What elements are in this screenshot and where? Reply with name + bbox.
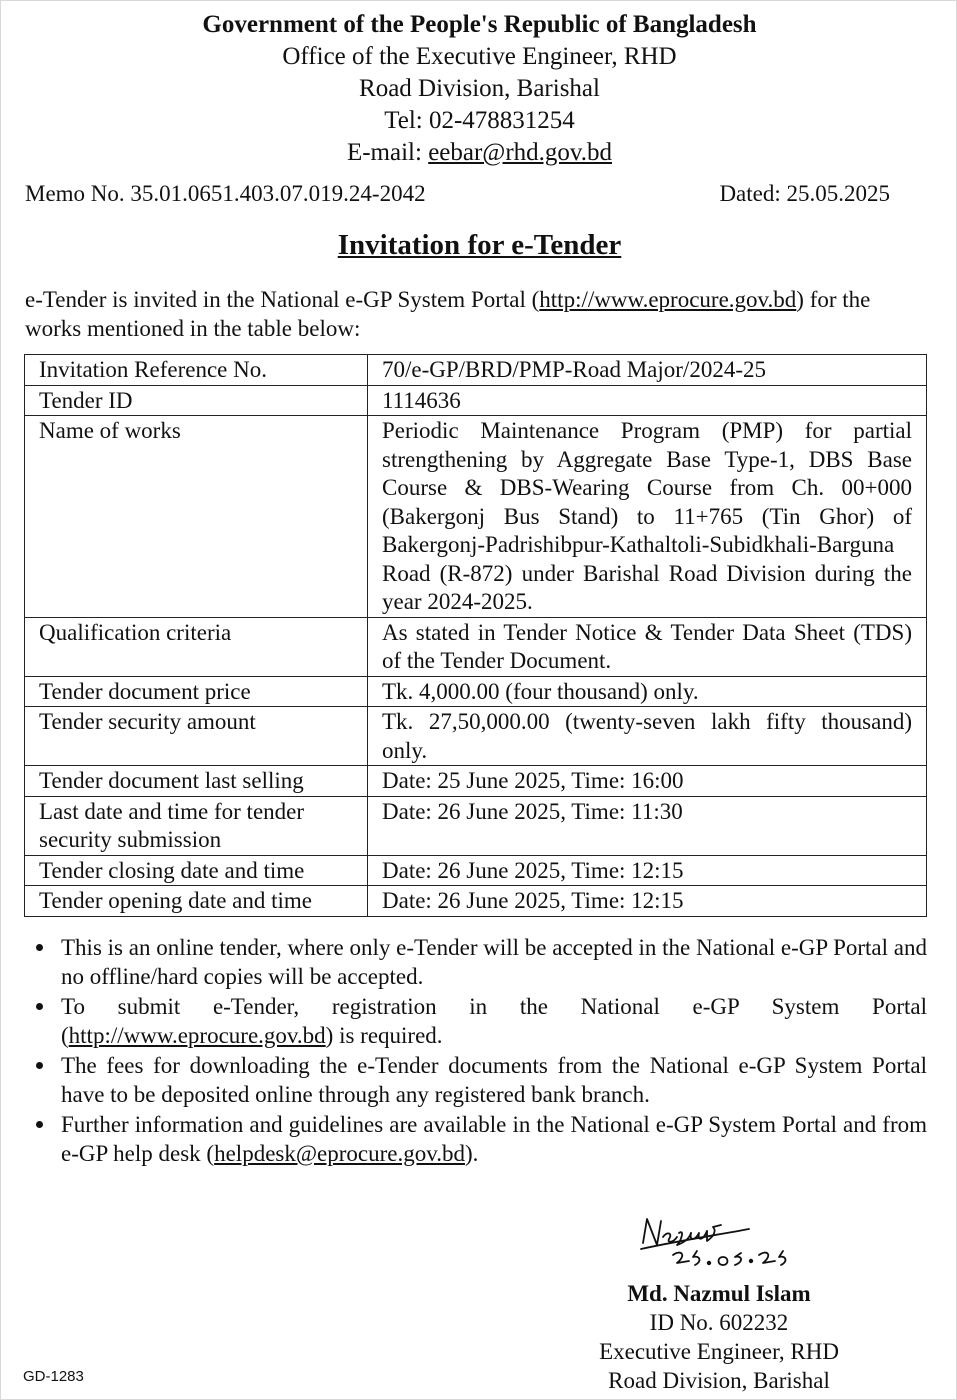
bullet-icon: [36, 1121, 43, 1128]
intro-text-before: e-Tender is invited in the National e-GP System Portal (: [25, 287, 540, 312]
note-text: The fees for downloading the e-Tender documents from the National e-GP System Portal have to be deposited online through any registered bank branch.: [61, 1053, 927, 1107]
tender-details-table: [24, 354, 927, 917]
note-text: ) is required.: [325, 1023, 443, 1048]
email-label: E-mail:: [346, 139, 429, 166]
row-key: Tender document last selling: [25, 766, 368, 797]
row-value: Date: 26 June 2025, Time: 12:15: [368, 855, 927, 886]
eprocure-link[interactable]: http://www.eprocure.gov.bd: [539, 287, 797, 312]
row-value: Tk. 27,50,000.00 (twenty-seven lakh fifty thousand) only.: [368, 707, 927, 766]
row-key: Name of works: [25, 416, 368, 618]
table-row: [25, 707, 927, 766]
handwritten-signature: [637, 1211, 817, 1273]
bullet-icon: [36, 1003, 43, 1010]
notice-title: Invitation for e-Tender: [337, 229, 622, 261]
intro-paragraph: [25, 285, 915, 343]
header-division: Road Division, Barishal: [359, 75, 600, 102]
signatory-id: ID No. 602232: [649, 1310, 789, 1335]
row-value: 1114636: [368, 385, 927, 416]
row-key: Tender document price: [25, 676, 368, 707]
bullet-icon: [36, 1062, 43, 1069]
header-email-line: [1, 137, 957, 169]
bullet-icon: [36, 944, 43, 951]
row-key: Tender opening date and time: [25, 886, 368, 917]
row-value: Date: 26 June 2025, Time: 12:15: [368, 886, 927, 917]
eprocure-link[interactable]: http://www.eprocure.gov.bd: [68, 1023, 326, 1048]
note-text: To submit e-Tender, registration in the National e-GP System Portal (: [61, 994, 927, 1048]
row-value: As stated in Tender Notice & Tender Data Sheet (TDS) of the Tender Document.: [368, 617, 927, 676]
table-row: [25, 416, 927, 618]
helpdesk-email-link[interactable]: helpdesk@eprocure.gov.bd: [214, 1141, 465, 1166]
row-value: Date: 26 June 2025, Time: 11:30: [368, 796, 927, 855]
header-telephone: Tel: 02-478831254: [384, 107, 575, 134]
row-key: Tender closing date and time: [25, 855, 368, 886]
table-row: [25, 617, 927, 676]
signatory-designation: Executive Engineer, RHD: [599, 1339, 839, 1364]
list-item: [25, 1051, 927, 1109]
notes-list: [25, 933, 927, 1169]
email-link[interactable]: eebar@rhd.gov.bd: [428, 139, 613, 166]
memo-number: Memo No. 35.01.0651.403.07.019.24-2042: [25, 181, 426, 206]
row-value: Date: 25 June 2025, Time: 16:00: [368, 766, 927, 797]
list-item: [25, 992, 927, 1050]
row-value: 70/e-GP/BRD/PMP-Road Major/2024-25: [368, 355, 927, 386]
table-row: [25, 855, 927, 886]
note-text: Further information and guidelines are available in the National e-GP System Portal and from e-GP help desk (: [61, 1112, 927, 1166]
list-item: [25, 933, 927, 991]
row-key: Invitation Reference No.: [25, 355, 368, 386]
table-row: [25, 886, 927, 917]
table-row: [25, 796, 927, 855]
note-text: This is an online tender, where only e-Tender will be accepted in the National e-GP Portal and no offline/hard copies will be accepted.: [61, 935, 927, 989]
table-row: [25, 355, 927, 386]
intro-text-after: ) for the works mentioned in the table below:: [25, 287, 871, 341]
header-government: Government of the People's Republic of Bangladesh: [202, 11, 757, 38]
note-text: ).: [464, 1141, 479, 1166]
footer-code: GD-1283: [23, 1368, 84, 1385]
list-item: [25, 1110, 927, 1168]
memo-date: Dated: 25.05.2025: [719, 181, 890, 206]
signatory-name: Md. Nazmul Islam: [627, 1281, 811, 1306]
row-value: Tk. 4,000.00 (four thousand) only.: [368, 676, 927, 707]
signatory-office: Road Division, Barishal: [608, 1368, 830, 1393]
table-row: [25, 676, 927, 707]
row-key: Tender ID: [25, 385, 368, 416]
row-key: Qualification criteria: [25, 617, 368, 676]
row-key: Tender security amount: [25, 707, 368, 766]
table-row: [25, 766, 927, 797]
table-row: [25, 385, 927, 416]
row-value: Periodic Maintenance Program (PMP) for partial strengthening by Aggregate Base Type-1, DBS Base Course & DBS-Wearing Course from Ch. 00+000 (Bakergonj Bus Stand) to 11+765 (Tin Ghor) of Bakergonj-Padrishibpur-Kathaltoli-Subidkhali-Barguna Road (R-872) under Barishal Road Division during the year 2024-2025.: [368, 416, 927, 618]
header-office: Office of the Executive Engineer, RHD: [282, 43, 677, 70]
row-key: Last date and time for tender security submission: [25, 796, 368, 855]
